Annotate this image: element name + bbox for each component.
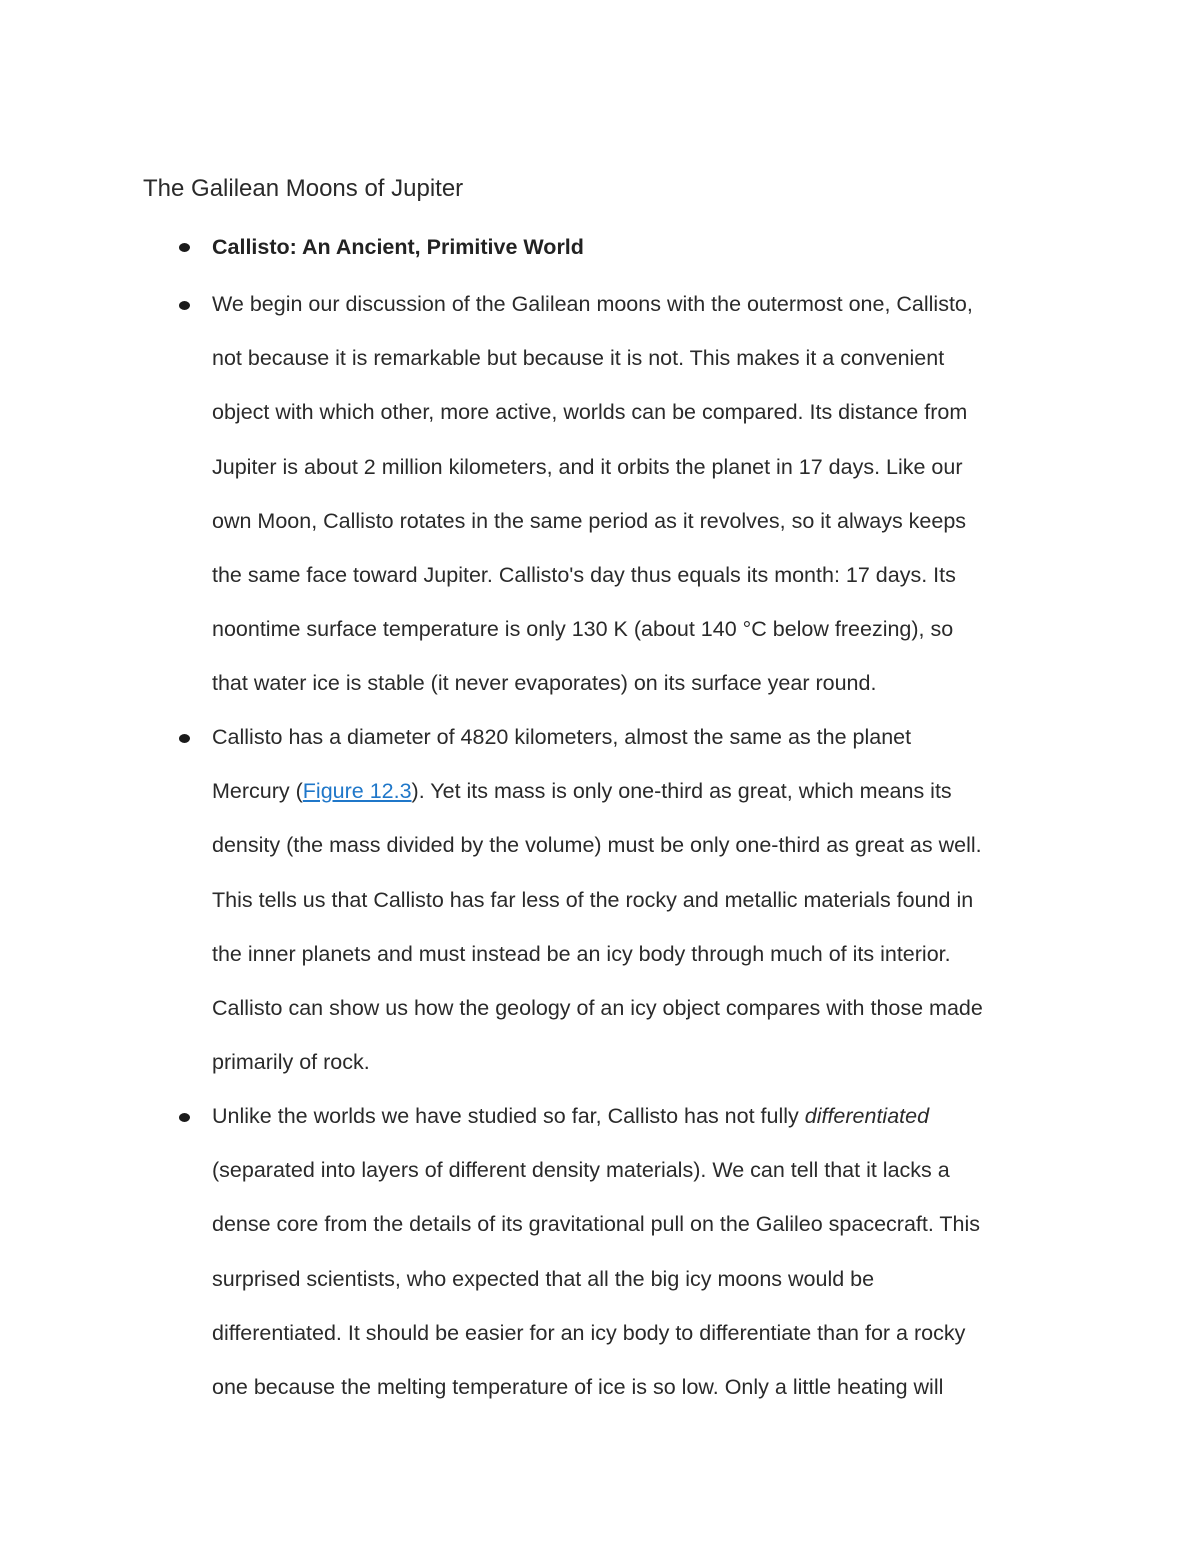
text-fragment: Unlike the worlds we have studied so far, Callisto has not fully	[212, 1104, 805, 1128]
text-fragment: ). Yet its mass is only one-third as great, which means its	[411, 779, 952, 804]
text-line: primarily of rock.	[212, 1050, 370, 1075]
text-line: the inner planets and must instead be an icy body through much of its interior.	[212, 941, 951, 966]
bullet-icon	[179, 243, 190, 252]
paragraph-diameter	[212, 710, 1072, 1089]
bullet-icon	[179, 301, 190, 310]
text-line: noontime surface temperature is only 130 K (about 140 °C below freezing), so	[212, 617, 954, 642]
text-line: This tells us that Callisto has far less of the rocky and metallic materials found in	[212, 887, 974, 912]
text-line: Callisto can show us how the geology of an icy object compares with those made	[212, 996, 983, 1021]
text-line: surprised scientists, who expected that all the big icy moons would be	[212, 1266, 875, 1291]
text-fragment: Mercury (	[212, 779, 303, 804]
text-line: (separated into layers of different density materials). We can tell that it lacks a	[212, 1158, 950, 1183]
section-heading-text: Callisto: An Ancient, Primitive World	[212, 235, 584, 259]
text-line: that water ice is stable (it never evaporates) on its surface year round.	[212, 671, 877, 696]
text-line: the same face toward Jupiter. Callisto's day thus equals its month: 17 days. Its	[212, 563, 956, 588]
figure-link[interactable]: Figure 12.3	[302, 779, 412, 804]
emphasis-term: differentiated	[804, 1104, 930, 1128]
paragraph-intro	[212, 277, 1072, 711]
document-title: The Galilean Moons of Jupiter	[143, 175, 464, 202]
text-line: We begin our discussion of the Galilean moons with the outermost one, Callisto,	[212, 292, 973, 316]
text-line: not because it is remarkable but because it is not. This makes it a convenient	[212, 346, 945, 371]
bullet-icon	[179, 1113, 190, 1122]
text-line: one because the melting temperature of ice is so low. Only a little heating will	[212, 1375, 944, 1400]
text-line: object with which other, more active, worlds can be compared. Its distance from	[212, 400, 968, 425]
text-line: own Moon, Callisto rotates in the same period as it revolves, so it always keeps	[212, 508, 967, 533]
text-line: Callisto has a diameter of 4820 kilometers, almost the same as the planet	[212, 725, 912, 749]
text-line	[212, 764, 1072, 818]
paragraph-differentiation	[212, 1089, 1072, 1414]
text-line	[212, 1089, 1072, 1143]
section-heading	[212, 220, 1072, 274]
text-line: Jupiter is about 2 million kilometers, and it orbits the planet in 17 days. Like our	[212, 454, 963, 479]
text-line: density (the mass divided by the volume) must be only one-third as great as well.	[212, 833, 982, 858]
bullet-icon	[179, 734, 190, 743]
text-line: differentiated. It should be easier for an icy body to differentiate than for a rocky	[212, 1320, 966, 1345]
text-line: dense core from the details of its gravitational pull on the Galileo spacecraft. This	[212, 1212, 981, 1237]
